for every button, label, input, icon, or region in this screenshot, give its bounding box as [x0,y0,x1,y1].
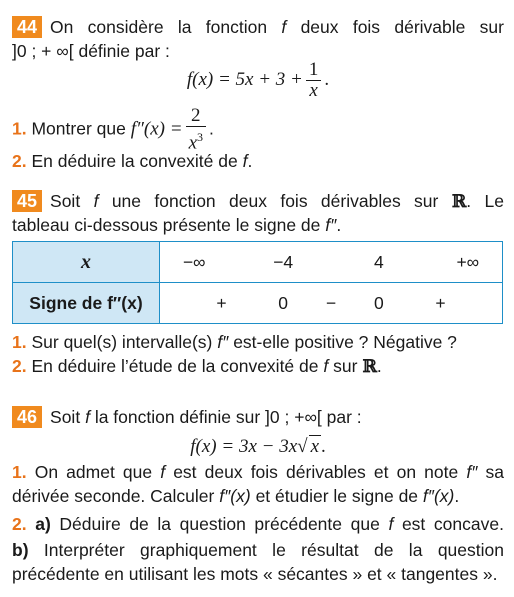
sign-value: + [435,293,446,313]
ex45-f: f [93,191,99,211]
ex44-q2-end: . [247,151,253,171]
ex46-text-2: la fonction définie sur ]0 ; +∞[ par : [94,407,362,427]
exercise-badge-44: 44 [12,16,42,38]
ex45-q2-f: f [323,356,329,376]
question-text-2: est deux fois dérivables et on note [173,462,459,482]
ex45-line2-end: . [336,215,342,235]
ex44-eq-left: f(x) = 5x + 3 + [186,69,303,90]
ex45-text: Soit [50,191,81,211]
question-number: 2. [12,151,27,171]
ex44-equation [12,58,504,102]
ex46-line1 [12,406,504,428]
question-text: On admet que [34,462,153,482]
question-text: En déduire la convexité de [31,151,238,171]
ex45-question-2 [12,355,504,378]
sign-table-sign-row [13,283,503,324]
question-number: 1. [12,332,27,352]
real-numbers-symbol: ℝ [362,357,377,377]
sign-table-sign-values [160,283,503,324]
ex44-q1-end: . [209,118,214,139]
question-text: En déduire l’étude de la convexité de [31,356,319,376]
ex45-fpp: f″ [325,215,337,235]
ex44-intro-text: On considère la fonction [50,17,268,37]
ex44-intro-text-2: deux fois dérivable sur [300,17,504,37]
ex44-q1-exp: 3 [197,130,204,144]
sign-table-x-row [13,242,503,283]
ex46-equation [12,435,504,458]
ex46-question-2b [12,539,504,561]
ex44-line2: ]0 ; + ∞[ définie par : [12,41,170,61]
sqrt-sign: √ [297,436,308,457]
question-text: Sur quel(s) intervalle(s) [31,332,213,352]
sign-value: 0 [374,293,384,313]
ex46-question-1-line2 [12,485,504,507]
subquestion-label: b) [12,540,29,560]
ex46-f: f [85,407,90,427]
ex44-eq-fraction [306,60,322,101]
ex44-q1-num: 2 [186,106,206,127]
question-text-2: et étudier le signe de [255,486,419,506]
ex44-q2-f: f [242,151,248,171]
ex46-eq-left: f(x) = 3x − 3x [190,436,298,457]
question-text-3: sa [485,462,504,482]
ex44-eq-den: x [309,80,318,102]
real-numbers-symbol: ℝ [451,192,467,212]
ex46-q1-end: . [454,486,460,506]
question-text-2: est concave. [401,514,504,534]
ex46-eq-end: . [321,436,326,457]
ex44-q1-math: f″(x) = [130,118,183,140]
x-value: −4 [273,252,294,272]
ex46-eq-sqrt: x [310,436,319,457]
ex44-q1-fraction [186,106,206,153]
question-text: Interpréter graphiquement le résultat de la question [43,540,504,560]
sign-value: + [216,293,227,313]
sign-table-x-values [160,242,503,283]
ex46-q1-f: f [160,462,166,482]
ex44-eq-num: 1 [306,60,322,81]
x-value: −∞ [182,252,206,272]
ex44-q1-den: x [188,132,198,154]
exercise-badge-46: 46 [12,406,42,428]
x-value: +∞ [456,252,480,272]
sign-value: 0 [278,293,288,313]
ex45-q2-end: . [376,356,382,376]
question-text: Montrer que [31,118,126,139]
x-value: 4 [374,252,384,272]
question-text-2: sur [333,356,358,376]
question-number: 1. [12,118,27,139]
ex45-line2 [12,214,504,236]
ex45-text-2: une fonction deux fois dérivables sur [111,191,439,211]
ex44-line1 [12,16,504,38]
subquestion-label: a) [35,514,51,534]
sign-table-head-x: x [13,242,160,283]
ex44-eq-end: . [324,69,330,90]
ex46-question-2b-line2: précédente en utilisant les mots « sécantes » et « tangentes ». [12,564,498,584]
question-text: Déduire de la question précédente que [59,514,380,534]
ex46-question-2a [12,513,504,535]
ex46-question-1 [12,461,504,483]
ex46-text: Soit [50,407,81,427]
question-text-2: est-elle positive ? Négative ? [233,332,457,352]
ex45-line1 [12,190,504,213]
question-number: 2. [12,514,27,534]
ex46-q2-f: f [388,514,394,534]
sign-value: − [325,293,337,313]
question-text: dérivée seconde. Calculer [12,486,215,506]
ex45-q1-fpp: f″ [217,332,229,352]
ex44-f: f [281,17,287,37]
question-number: 2. [12,356,27,376]
ex46-q1-fppx: f″(x) [219,486,251,506]
sign-table [12,241,503,324]
ex46-q1-fpp: f″ [466,462,478,482]
ex45-question-1 [12,331,504,353]
ex44-question-1 [12,105,504,154]
sign-table-head-sign: Signe de f″(x) [13,283,160,324]
ex46-q1-fppx-2: f″(x) [422,486,455,506]
ex45-line2-text: tableau ci-dessous présente le signe de [12,215,321,235]
ex45-text-3: . Le [466,191,504,211]
ex44-question-2 [12,150,504,172]
question-number: 1. [12,462,27,482]
exercise-badge-45: 45 [12,190,42,212]
